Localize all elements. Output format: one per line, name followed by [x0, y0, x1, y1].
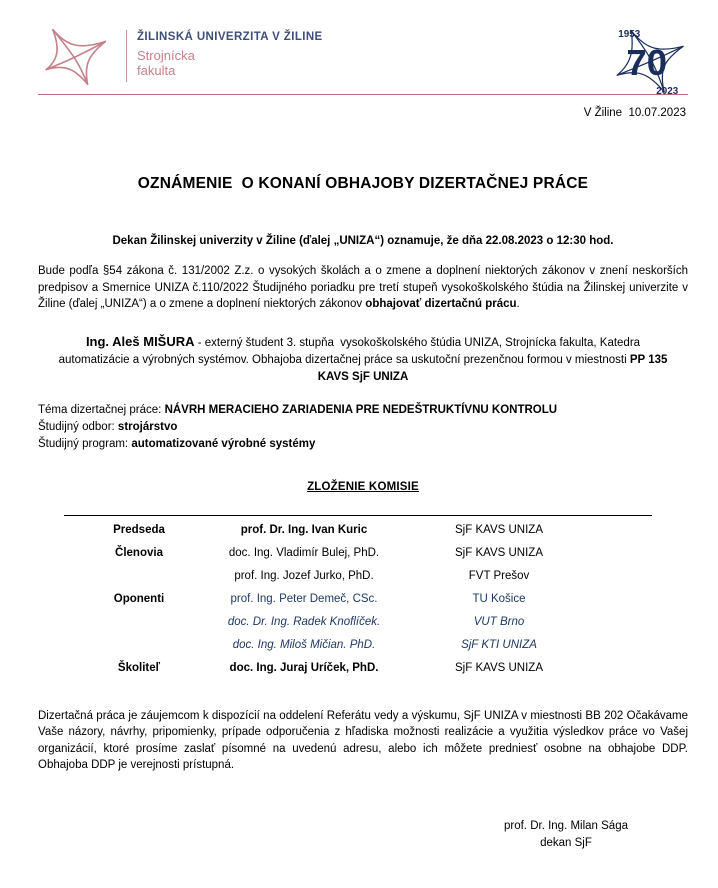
detail-line-program — [38, 436, 688, 453]
commission-name: prof. Dr. Ing. Ivan Kuric — [240, 524, 368, 536]
commission-org: SjF KTI UNIZA — [461, 639, 537, 651]
commission-org: VUT Brno — [473, 616, 525, 628]
page-header — [38, 26, 688, 98]
university-name: ŽILINSKÁ UNIVERZITA V ŽILINE — [137, 31, 323, 43]
topic-value: NÁVRH MERACIEHO ZARIADENIA PRE NEDEŠTRUKTÍVNU KONTROLU — [164, 403, 558, 416]
signature-role: dekan SjF — [540, 836, 592, 849]
commission-name: doc. Ing. Miloš Mičian. PhD. — [232, 639, 376, 651]
anniversary-end-year: 2023 — [656, 86, 679, 98]
student-paragraph — [38, 333, 688, 386]
student-text: - externý študent 3. stupňa vysokoškolského štúdia UNIZA, Strojnícka fakulta, Katedra automatizácie a výrobných systémov. Obhajoba dizertačnej práce sa uskutoční prezenčnou formou v miestnosti — [58, 336, 641, 366]
header-text — [137, 26, 323, 78]
closing-paragraph: Dizertačná práca je záujemcom k dispozícií na oddelení Referátu vedy a výskumu, SjF UNIZA v miestnosti BB 202 Očakávame Vaše názory, návrhy, pripomienky, prípade odporučenia z hľadiska možnosti realizácie a využitia výsledkov práce vo Vašej organizácií, ktoré prosíme zaslať písomné na uvedenú adresu, alebo ich môžete predniesť osobne na obhajobe DDP. Obhajoba DDP je verejnosti prístupná. — [38, 709, 688, 771]
page-title: OZNÁMENIE O KONANÍ OBHAJOBY DIZERTAČNEJ PRÁCE — [137, 175, 589, 192]
signature-name: prof. Dr. Ing. Milan Sága — [503, 819, 628, 832]
commission-role: Školiteľ — [117, 662, 161, 674]
faculty-name — [137, 48, 323, 79]
commission-table — [64, 515, 652, 680]
anniversary-start-year: 1953 — [618, 29, 641, 41]
commission-role: Oponenti — [113, 593, 165, 605]
commission-name: doc. Dr. Ing. Radek Knoflíček. — [227, 616, 381, 628]
legal-paragraph — [38, 263, 688, 313]
commission-name: prof. Ing. Jozef Jurko, PhD. — [234, 570, 374, 582]
topic-label: Téma dizertačnej práce: — [38, 403, 165, 416]
uniza-logo-icon — [38, 26, 118, 88]
signature-block — [456, 818, 676, 852]
commission-name: doc. Ing. Vladimír Bulej, PhD. — [228, 547, 380, 559]
header-rule — [38, 94, 688, 95]
detail-line-field — [38, 419, 688, 436]
legal-text: Bude podľa §54 zákona č. 131/2002 Z.z. o vysokých školách a o zmene a doplnení niektorých zákonov v znení neskorších predpisov a Smernice UNIZA č.110/2022 Študijného poriadku pre tretí stupeň vysokoškolského štúdia na Žilinskej univerzite v Žiline (ďalej „UNIZA“) a o zmene a doplnení niektorých zákonov — [38, 265, 688, 310]
announcement-subtitle: Dekan Žilinskej univerzity v Žiline (ďalej „UNIZA“) oznamuje, že dňa 22.08.2023 o 12:30 hod. — [112, 235, 614, 247]
commission-role: Členovia — [115, 547, 163, 559]
commission-role: Predseda — [113, 524, 165, 536]
commission-org: FVT Prešov — [468, 570, 530, 582]
defense-room: PP 135 KAVS SjF UNIZA — [317, 353, 668, 383]
faculty-name-line1: Strojnícka — [137, 47, 195, 63]
legal-end: . — [516, 298, 520, 310]
field-value: strojárstvo — [117, 420, 178, 433]
commission-org: SjF KAVS UNIZA — [455, 662, 543, 674]
program-value: automatizované výrobné systémy — [131, 437, 316, 450]
detail-line-topic — [38, 402, 688, 419]
header-divider — [126, 30, 127, 82]
student-name: Ing. Aleš MIŠURA — [85, 333, 195, 349]
date-line: V Žiline 10.07.2023 — [583, 107, 686, 119]
faculty-name-line2: fakulta — [137, 63, 176, 79]
dissertation-details — [38, 402, 688, 453]
field-label: Študijný odbor: — [38, 420, 118, 433]
commission-org: SjF KAVS UNIZA — [455, 524, 543, 536]
commission-name: prof. Ing. Peter Demeč, CSc. — [230, 593, 378, 605]
commission-org: TU Košice — [472, 593, 526, 605]
program-label: Študijný program: — [38, 437, 132, 450]
commission-org: SjF KAVS UNIZA — [455, 547, 543, 559]
anniversary-70-logo-icon — [610, 22, 688, 98]
anniversary-number: 70 — [626, 42, 668, 84]
commission-name: doc. Ing. Juraj Uríček, PhD. — [229, 662, 379, 674]
commission-heading: ZLOŽENIE KOMISIE — [307, 480, 419, 493]
legal-bold-phrase: obhajovať dizertačnú prácu — [365, 298, 517, 310]
